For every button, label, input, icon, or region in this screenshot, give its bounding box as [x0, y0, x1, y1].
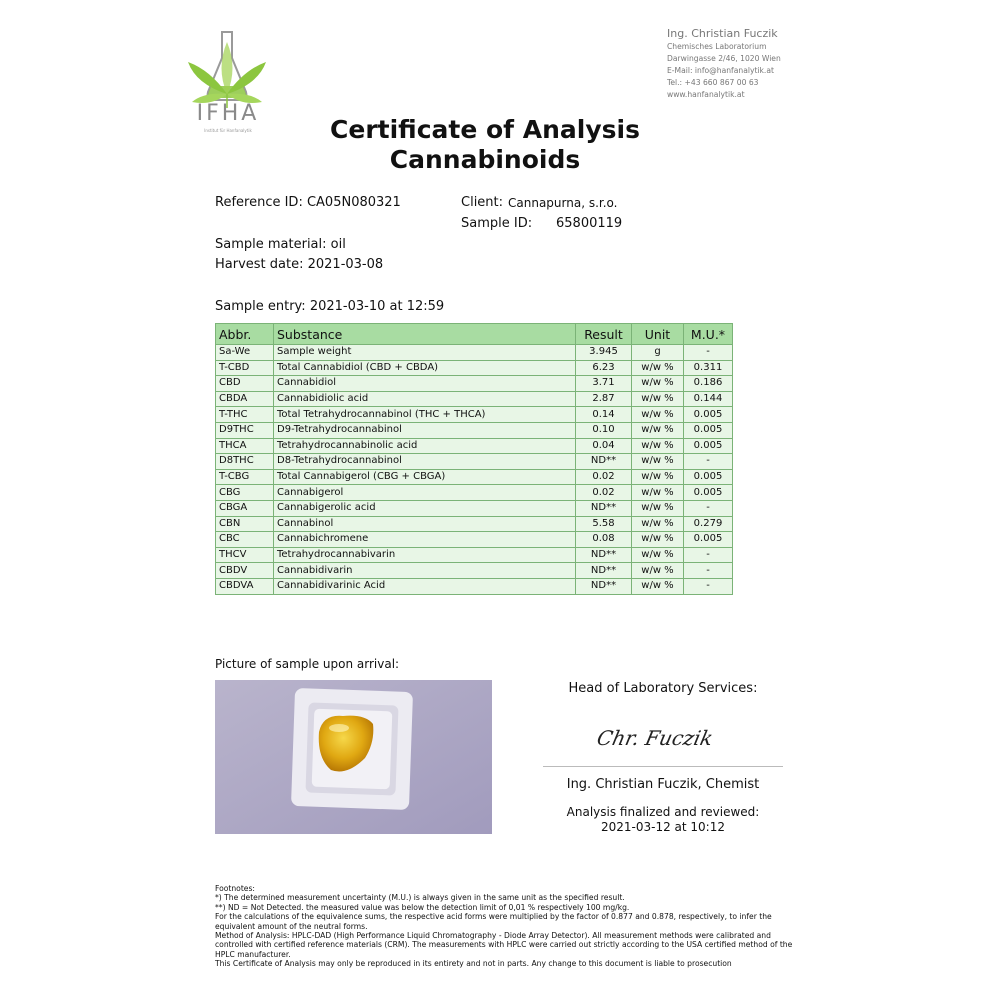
cell-result: ND**: [576, 454, 632, 470]
cell-result: ND**: [576, 578, 632, 594]
chemist-name: Ing. Christian Fuczik, Chemist: [566, 777, 760, 792]
cell-result: 0.08: [576, 532, 632, 548]
cell-mu: -: [684, 454, 733, 470]
footnote-item: Method of Analysis: HPLC-DAD (High Performance Liquid Chromatography - Diode Array Detector). All measurement methods were calibrated and controlled with certified reference materials (CRM). The measurements with HPLC were carried out strictly according to the USA certified method of the HPLC manufacturer.: [215, 931, 793, 959]
picture-label: Picture of sample upon arrival:: [215, 657, 400, 671]
cell-abbr: T-CBD: [216, 360, 274, 376]
table-row: [216, 360, 733, 376]
cell-mu: 0.005: [684, 532, 733, 548]
table-row: [216, 438, 733, 454]
cell-abbr: CBN: [216, 516, 274, 532]
cell-unit: w/w %: [632, 391, 684, 407]
cell-substance: Tetrahydrocannabivarin: [274, 547, 576, 563]
cell-abbr: T-CBG: [216, 469, 274, 485]
cell-abbr: CBDVA: [216, 578, 274, 594]
cell-result: 2.87: [576, 391, 632, 407]
cell-substance: Total Cannabigerol (CBG + CBGA): [274, 469, 576, 485]
cell-abbr: D8THC: [216, 454, 274, 470]
cell-substance: D9-Tetrahydrocannabinol: [274, 422, 576, 438]
cell-mu: 0.311: [684, 360, 733, 376]
sample-material: Sample material: oil: [215, 237, 346, 252]
cell-result: 0.10: [576, 422, 632, 438]
cell-abbr: CBG: [216, 485, 274, 501]
table-row: [216, 516, 733, 532]
finalized-label: Analysis finalized and reviewed:: [566, 805, 760, 819]
table-row: [216, 422, 733, 438]
cell-result: 6.23: [576, 360, 632, 376]
sample-photo: [215, 680, 492, 834]
table-row: [216, 532, 733, 548]
cell-substance: Cannabigerolic acid: [274, 500, 576, 516]
cell-abbr: CBC: [216, 532, 274, 548]
lab-phone: Tel.: +43 660 867 00 63: [667, 78, 759, 87]
cell-unit: w/w %: [632, 376, 684, 392]
sample-entry: Sample entry: 2021-03-10 at 12:59: [215, 299, 445, 314]
table-row: [216, 454, 733, 470]
cell-unit: w/w %: [632, 469, 684, 485]
cell-substance: Cannabidiol: [274, 376, 576, 392]
header-mu: M.U.*: [684, 324, 733, 345]
cell-mu: 0.005: [684, 422, 733, 438]
cell-abbr: THCV: [216, 547, 274, 563]
cell-substance: Cannabigerol: [274, 485, 576, 501]
cell-substance: Sample weight: [274, 345, 576, 361]
page-title: [300, 115, 670, 175]
cell-mu: -: [684, 547, 733, 563]
cell-abbr: THCA: [216, 438, 274, 454]
title-line-1: Certificate of Analysis: [330, 115, 640, 144]
cell-result: ND**: [576, 547, 632, 563]
cell-mu: 0.005: [684, 469, 733, 485]
cell-mu: -: [684, 563, 733, 579]
sample-id-label: Sample ID:: [461, 216, 533, 231]
cell-mu: 0.144: [684, 391, 733, 407]
table-header-row: [216, 324, 733, 345]
logo-subtitle: Institut für Hanfanalytik: [204, 128, 252, 133]
cell-abbr: CBDA: [216, 391, 274, 407]
cell-result: 0.14: [576, 407, 632, 423]
footnotes-title: Footnotes:: [215, 884, 255, 893]
footnote-item: **) ND = Not Detected. the measured value was below the detection limit of 0,01 % respectively 100 mg/kg.: [215, 902, 630, 912]
cell-result: ND**: [576, 563, 632, 579]
title-line-2: Cannabinoids: [389, 145, 581, 174]
cell-unit: w/w %: [632, 454, 684, 470]
cell-mu: -: [684, 500, 733, 516]
head-of-lab-label: Head of Laboratory Services:: [568, 681, 758, 696]
header-unit: Unit: [632, 324, 684, 345]
cell-result: 0.02: [576, 469, 632, 485]
client-value: Cannapurna, s.r.o.: [508, 196, 618, 210]
cell-unit: w/w %: [632, 547, 684, 563]
cell-abbr: T-THC: [216, 407, 274, 423]
harvest-date: Harvest date: 2021-03-08: [215, 257, 384, 272]
table-row: [216, 376, 733, 392]
cell-abbr: CBD: [216, 376, 274, 392]
table-row: [216, 547, 733, 563]
cell-substance: Cannabinol: [274, 516, 576, 532]
cell-substance: Cannabidivarin: [274, 563, 576, 579]
handwritten-signature: Chr. Fuczik: [594, 726, 716, 750]
lab-email: E-Mail: info@hanfanalytik.at: [667, 66, 774, 75]
cell-result: 0.04: [576, 438, 632, 454]
cell-result: ND**: [576, 500, 632, 516]
footnote-item: *) The determined measurement uncertainty (M.U.) is always given in the same unit as the specified result.: [215, 893, 625, 903]
cell-result: 3.71: [576, 376, 632, 392]
sample-id-value: 65800119: [556, 216, 623, 231]
cell-abbr: CBDV: [216, 563, 274, 579]
lab-line: Chemisches Laboratorium: [667, 42, 767, 51]
signature-line: [543, 766, 783, 767]
table-row: [216, 500, 733, 516]
logo-text: IFHA: [196, 101, 260, 126]
footnote-item: This Certificate of Analysis may only be reproduced in its entirety and not in parts. Any change to this document is liable to prosecution: [215, 959, 732, 969]
cell-unit: w/w %: [632, 578, 684, 594]
table-row: [216, 578, 733, 594]
cell-substance: Tetrahydrocannabinolic acid: [274, 438, 576, 454]
footnote-item: For the calculations of the equivalence sums, the respective acid forms were multiplied by the factor of 0.877 and 0.878, respectively, to infer the equivalent amount of the neutral forms.: [215, 912, 772, 931]
cell-mu: 0.005: [684, 438, 733, 454]
analysis-table: [215, 323, 733, 595]
cell-unit: g: [632, 345, 684, 361]
table-row: [216, 391, 733, 407]
cell-mu: 0.005: [684, 407, 733, 423]
cell-substance: Total Cannabidiol (CBD + CBDA): [274, 360, 576, 376]
table-row: [216, 345, 733, 361]
cell-unit: w/w %: [632, 360, 684, 376]
cell-abbr: D9THC: [216, 422, 274, 438]
cell-abbr: CBGA: [216, 500, 274, 516]
table-row: [216, 469, 733, 485]
header-substance: Substance: [274, 324, 576, 345]
header-abbr: Abbr.: [216, 324, 274, 345]
lab-website: www.hanfanalytik.at: [667, 90, 745, 99]
client-label: Client:: [461, 195, 504, 210]
cell-unit: w/w %: [632, 500, 684, 516]
cell-mu: 0.005: [684, 485, 733, 501]
cell-substance: Total Tetrahydrocannabinol (THC + THCA): [274, 407, 576, 423]
cell-abbr: Sa-We: [216, 345, 274, 361]
cell-substance: Cannabichromene: [274, 532, 576, 548]
cell-mu: 0.279: [684, 516, 733, 532]
cell-mu: -: [684, 578, 733, 594]
cell-substance: Cannabidiolic acid: [274, 391, 576, 407]
cell-unit: w/w %: [632, 407, 684, 423]
cell-unit: w/w %: [632, 422, 684, 438]
cell-mu: -: [684, 345, 733, 361]
cell-result: 0.02: [576, 485, 632, 501]
lab-line: Darwingasse 2/46, 1020 Wien: [667, 54, 781, 63]
table-row: [216, 407, 733, 423]
table-row: [216, 563, 733, 579]
cell-substance: Cannabidivarinic Acid: [274, 578, 576, 594]
cell-unit: w/w %: [632, 563, 684, 579]
lab-name: Ing. Christian Fuczik: [667, 27, 778, 40]
cell-result: 3.945: [576, 345, 632, 361]
header-result: Result: [576, 324, 632, 345]
cell-unit: w/w %: [632, 438, 684, 454]
cell-unit: w/w %: [632, 532, 684, 548]
cell-unit: w/w %: [632, 516, 684, 532]
reference-id: Reference ID: CA05N080321: [215, 195, 401, 210]
lab-address: [667, 27, 867, 101]
footnotes: [215, 884, 805, 969]
table-row: [216, 485, 733, 501]
cell-mu: 0.186: [684, 376, 733, 392]
finalized-date: 2021-03-12 at 10:12: [600, 820, 725, 834]
cell-substance: D8-Tetrahydrocannabinol: [274, 454, 576, 470]
cell-result: 5.58: [576, 516, 632, 532]
cell-unit: w/w %: [632, 485, 684, 501]
